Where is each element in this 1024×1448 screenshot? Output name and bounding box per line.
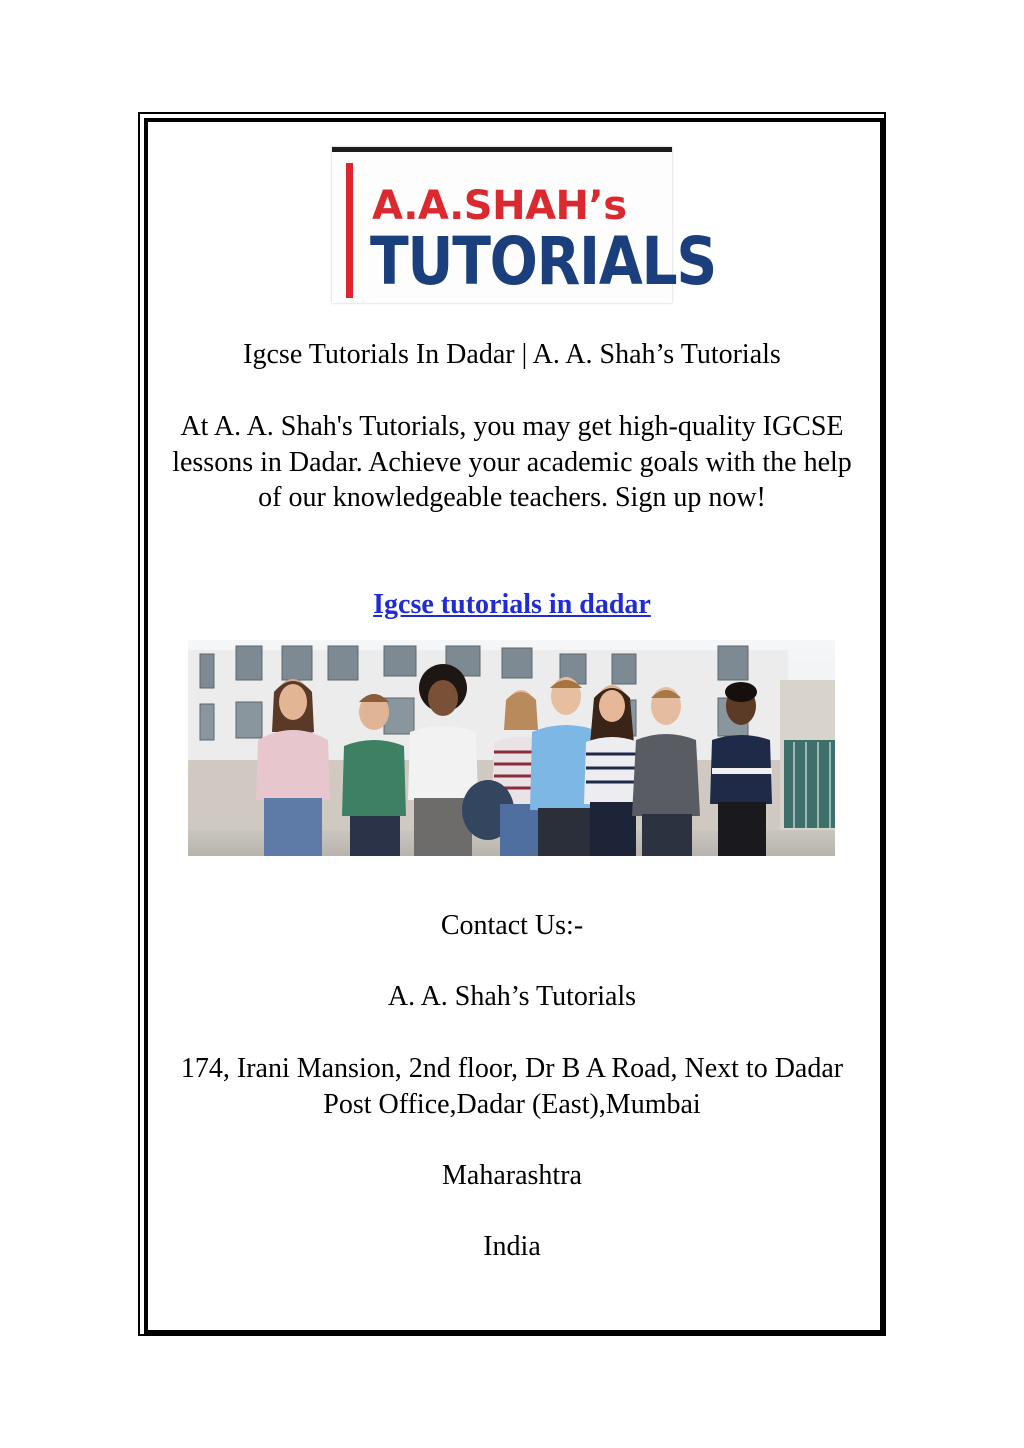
organization-name: A. A. Shah’s Tutorials — [387, 981, 637, 1012]
contact-heading: Contact Us:- — [440, 910, 584, 941]
contact-country: India — [483, 1231, 541, 1262]
logo-top-bar — [332, 147, 672, 152]
page-title: Igcse Tutorials In Dadar | A. A. Shah’s Tutorials — [243, 339, 781, 370]
description-paragraph: At A. A. Shah's Tutorials, you may get high-quality IGCSE lessons in Dadar. Achieve your academic goals with the help of our knowledgeable teachers. Sign up now! — [172, 411, 852, 513]
logo-wordmark: TUTORIALS — [370, 223, 716, 300]
contact-state: Maharashtra — [442, 1160, 582, 1191]
students-photo — [188, 640, 835, 856]
contact-address: 174, Irani Mansion, 2nd floor, Dr B A Road, Next to Dadar Post Office,Dadar (East),Mumbai — [180, 1053, 844, 1120]
igcse-tutorials-link[interactable]: Igcse tutorials in dadar — [373, 589, 651, 620]
logo-brand-name: A.A.SHAH’s — [372, 183, 627, 229]
logo-red-bar — [346, 163, 353, 298]
tutorials-logo — [332, 147, 716, 303]
